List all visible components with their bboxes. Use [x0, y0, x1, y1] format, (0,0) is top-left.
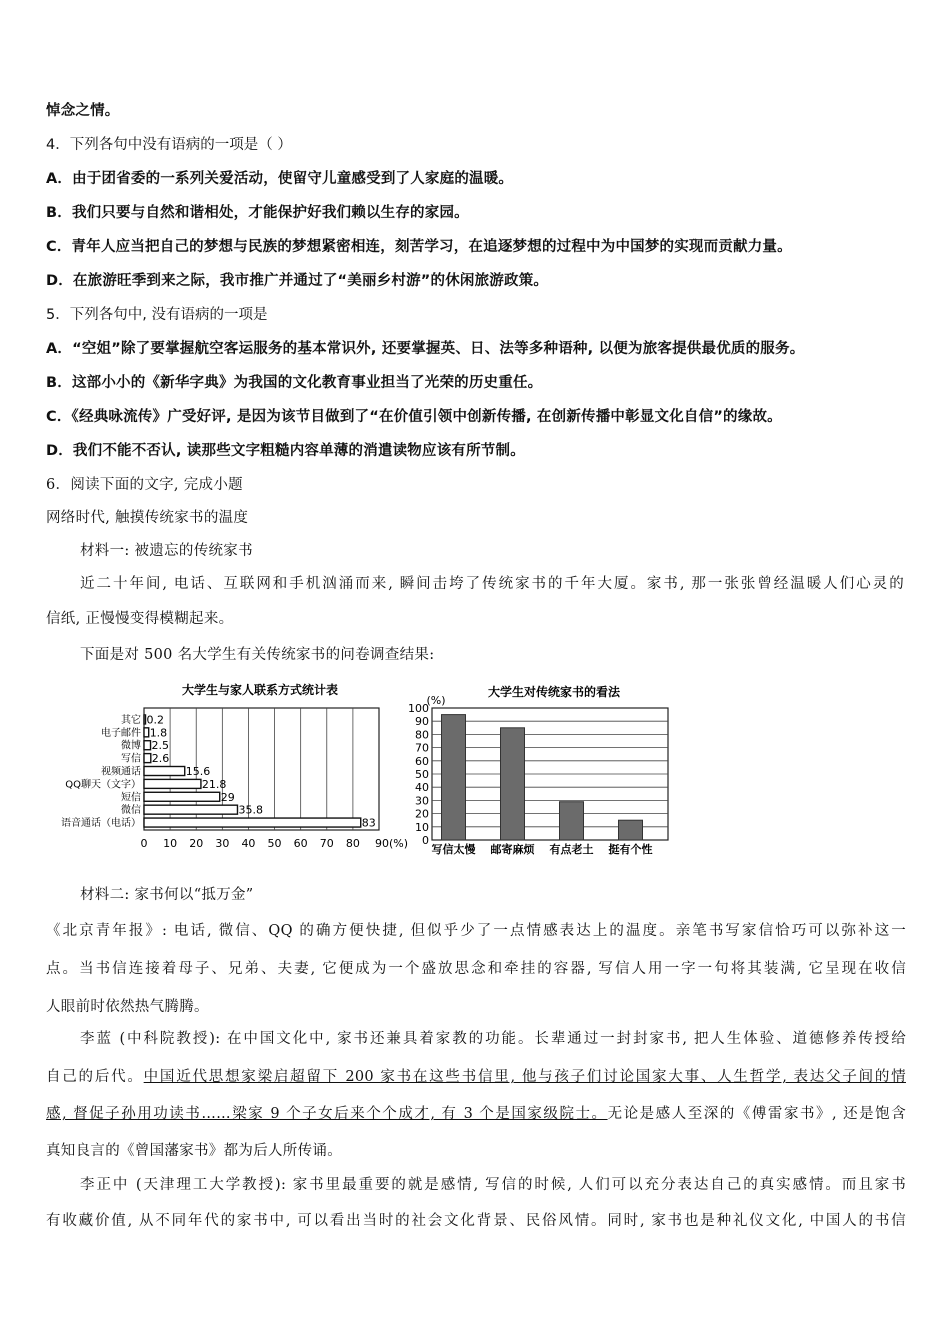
contact-method-chart: [44, 678, 414, 858]
tick-label: 80: [415, 728, 429, 742]
tick-label: 0: [140, 837, 148, 850]
data-label: 29: [220, 790, 235, 804]
tick-label: 10: [163, 837, 178, 850]
text-line: 悼念之情。: [46, 103, 120, 119]
category-label: QQ聊天（文字）: [65, 779, 141, 791]
paragraph-line: 《北京青年报》: 电话, 微信、QQ 的确方便快捷, 但似乎少了一点情感表达上的温度。亲笔书写家信恰巧可以弥补这一: [46, 923, 906, 939]
data-label: 2.6: [151, 752, 170, 766]
tick-label: 70: [415, 741, 429, 755]
category-label: 微信: [121, 805, 141, 817]
data-label: 21.8: [201, 777, 227, 791]
tick-label: 20: [189, 837, 204, 850]
tick-label: 60: [293, 837, 308, 850]
tick-label: 10: [415, 820, 429, 834]
category-label: 微博: [121, 740, 141, 752]
question-5: 5．下列各句中, 没有语病的一项是: [46, 307, 268, 323]
option-5d: D．我们不能不否认, 读那些文字粗糙内容单薄的消遣读物应该有所节制。: [46, 443, 525, 459]
data-label: 0.2: [146, 713, 164, 727]
category-label: 短信: [121, 792, 141, 804]
paragraph-line: 近二十年间, 电话、互联网和手机汹涌而来, 瞬间击垮了传统家书的千年大厦。家书, 那一张张曾经温暖人们心灵的: [80, 576, 904, 592]
passage-title: 网络时代, 触摸传统家书的温度: [46, 510, 249, 526]
text-span: 自己的后代。: [46, 1069, 144, 1085]
data-label: 2.5: [151, 739, 170, 753]
category-label: 其它: [121, 714, 141, 726]
data-label: 1.8: [149, 726, 168, 740]
bar: [442, 715, 466, 840]
paragraph-line: [46, 1103, 906, 1125]
tick-label: 40: [415, 781, 429, 795]
tick-label: 70: [319, 837, 334, 850]
category-label: 电子邮件: [101, 727, 141, 739]
category-label: 挺有个性: [608, 843, 653, 856]
tick-label: 50: [267, 837, 282, 850]
bar: [619, 820, 643, 840]
material-2-heading: 材料二: 家书何以“抵万金”: [80, 887, 254, 903]
category-label: 邮寄麻烦: [490, 843, 535, 856]
option-4a: A．由于团省委的一系列关爱活动，使留守儿童感受到了人家庭的温暖。: [46, 171, 514, 187]
paragraph-line: 信纸, 正慢慢变得模糊起来。: [46, 611, 234, 627]
question-4: 4．下列各句中没有语病的一项是（ ）: [46, 137, 292, 153]
bar: [501, 728, 525, 840]
chart-title: 大学生对传统家书的看法: [487, 685, 621, 699]
option-5a: A．“空姐”除了要掌握航空客运服务的基本常识外, 还要掌握英、日、法等多种语种, 以便为旅客提供最优质的服务。: [46, 341, 805, 357]
text-span: 无论是感人至深的《傅雷家书》, 还是饱含: [607, 1106, 906, 1122]
tick-label: 30: [215, 837, 230, 850]
option-4b: B．我们只要与自然和谐相处，才能保护好我们赖以生存的家园。: [46, 205, 469, 221]
bar: [560, 802, 584, 840]
bar: [144, 728, 149, 737]
category-label: 有点老土: [549, 843, 594, 856]
bar: [144, 818, 361, 827]
option-5c: C．《经典咏流传》广受好评, 是因为该节目做到了“在价值引领中创新传播, 在创新传播中彰显文化自信”的缘故。: [46, 409, 782, 425]
option-4d: D．在旅游旺季到来之际，我市推广并通过了“美丽乡村游”的休闲旅游政策。: [46, 273, 549, 289]
tick-label: 90: [415, 715, 429, 729]
category-label: 写信: [121, 753, 141, 765]
tick-label: 60: [415, 754, 429, 768]
paragraph-line: 李蓝 (中科院教授): 在中国文化中, 家书还兼具着家教的功能。长辈通过一封封家书, 把人生体验、道德修养传授给: [80, 1031, 906, 1047]
tick-label: 100: [408, 702, 429, 715]
tick-label: 20: [415, 807, 429, 821]
bar: [144, 805, 237, 814]
tick-label: 80: [345, 837, 360, 850]
data-label: 35.8: [238, 803, 263, 817]
tick-label: 90(%): [375, 837, 409, 850]
question-6: 6．阅读下面的文字, 完成小题: [46, 477, 243, 493]
paragraph-line: 有收藏价值, 从不同年代的家书中, 可以看出当时的社会文化背景、民俗风情。同时, 家书也是种礼仪文化, 中国人的书信: [46, 1213, 906, 1229]
paragraph-line: [46, 1066, 906, 1088]
category-label: 写信太慢: [431, 843, 476, 856]
underlined-text: 中国近代思想家梁启超留下 200 家书在这些书信里, 他与孩子们讨论国家大事、人生哲学, 表达父子间的情: [143, 1069, 906, 1085]
underlined-text: 感, 督促子孙用功读书……梁家 9 个子女后来个个成才, 有 3 个是国家级院士。: [46, 1106, 608, 1122]
tick-label: 0: [422, 834, 429, 847]
data-label: 83: [361, 816, 376, 830]
survey-intro: 下面是对 500 名大学生有关传统家书的问卷调查结果:: [80, 647, 435, 663]
paragraph-line: 人眼前时依然热气腾腾。: [46, 999, 209, 1015]
paragraph-line: 真知良言的《曾国藩家书》都为后人所传诵。: [46, 1143, 342, 1159]
option-5b: B．这部小小的《新华字典》为我国的文化教育事业担当了光荣的历史重任。: [46, 375, 543, 391]
chart-title: 大学生与家人联系方式统计表: [181, 683, 339, 697]
tick-label: 50: [415, 768, 429, 781]
tick-label: 30: [415, 794, 429, 808]
bar: [144, 754, 151, 763]
paragraph-line: 点。当书信连接着母子、兄弟、夫妻, 它便成为一个盛放思念和牵挂的容器, 写信人用一字一句将其装满, 它呈现在收信: [46, 961, 906, 977]
option-4c: C．青年人应当把自己的梦想与民族的梦想紧密相连，刻苦学习，在追逐梦想的过程中为中国梦的实现而贡献力量。: [46, 239, 792, 255]
y-axis-label: (%): [426, 694, 446, 707]
bar: [144, 715, 146, 724]
tick-label: 40: [241, 837, 256, 850]
category-label: 语音通话（电话）: [61, 818, 141, 830]
data-label: 15.6: [185, 765, 211, 778]
category-label: 视频通话: [101, 766, 141, 778]
material-1-heading: 材料一: 被遗忘的传统家书: [80, 543, 253, 559]
letter-opinion-chart: [404, 678, 676, 860]
paragraph-line: 李正中 (天津理工大学教授): 家书里最重要的就是感情, 写信的时候, 人们可以充分表达自己的真实感情。而且家书: [80, 1177, 906, 1193]
bar: [144, 741, 151, 750]
bar: [144, 767, 185, 776]
bar: [144, 779, 201, 788]
bar: [144, 792, 220, 801]
